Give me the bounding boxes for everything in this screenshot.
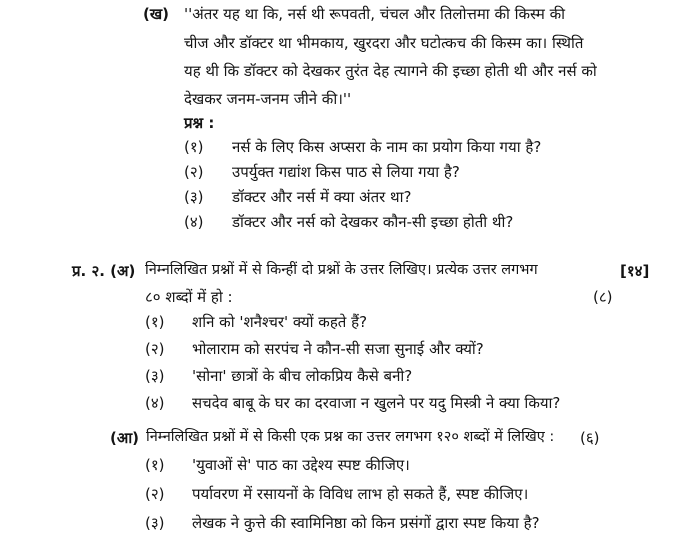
question-text: डॉक्टर और नर्स को देखकर कौन-सी इच्छा होती थी?	[232, 213, 514, 231]
passage-line: यह थी कि डॉक्टर को देखकर तुरंत देह त्यागने की इच्छा होती थी और नर्स को	[184, 62, 597, 80]
question-number: (१)	[184, 138, 204, 156]
question-text: 'युवाओं से' पाठ का उद्देश्य स्पष्ट कीजिए।	[192, 456, 410, 474]
question-number: (३)	[145, 367, 165, 385]
part-aa-label: (आ)	[110, 429, 140, 447]
section-label: (ख)	[143, 5, 169, 23]
passage-line: ''अंतर यह था कि, नर्स थी रूपवती, चंचल और तिलोत्तमा की किस्म की	[184, 5, 566, 23]
question-2-instruction: निम्नलिखित प्रश्नों में से किन्हीं दो प्रश्नों के उत्तर लिखिए। प्रत्येक उत्तर लगभग	[145, 262, 538, 278]
question-number: (१)	[145, 313, 165, 331]
questions-heading: प्रश्न :	[184, 114, 215, 132]
passage-line: चीज और डॉक्टर था भीमकाय, खुरदरा और घटोत्कच की किस्म का। स्थिति	[184, 34, 584, 52]
question-text: भोलाराम को सरपंच ने कौन-सी सजा सुनाई और क्यों?	[192, 340, 484, 358]
question-number: (२)	[145, 340, 165, 358]
question-number: (४)	[184, 213, 204, 231]
question-text: सचदेव बाबू के घर का दरवाजा न खुलने पर यदु मिस्त्री ने क्या किया?	[192, 394, 561, 412]
question-2-label: प्र. २. (अ)	[72, 262, 136, 280]
passage-line: देखकर जनम-जनम जीने की।''	[184, 90, 352, 108]
question-text: शनि को 'शनैश्चर' क्यों कहते हैं?	[192, 313, 368, 331]
question-text: पर्यावरण में रसायनों के विविध लाभ हो सकते हैं, स्पष्ट कीजिए।	[192, 485, 529, 503]
question-number: (१)	[145, 456, 165, 474]
question-2-instruction-cont: ८० शब्दों में हो :	[145, 288, 233, 306]
total-marks: [१४]	[620, 262, 650, 280]
question-text: नर्स के लिए किस अप्सरा के नाम का प्रयोग किया गया है?	[232, 138, 542, 156]
part-aa-instruction: निम्नलिखित प्रश्नों में से किसी एक प्रश्न का उत्तर लगभग १२० शब्दों में लिखिए :	[146, 429, 555, 445]
question-text: डॉक्टर और नर्स में क्या अंतर था?	[232, 188, 412, 206]
question-text: 'सोना' छात्रों के बीच लोकप्रिय कैसे बनी?	[192, 367, 413, 385]
question-text: लेखक ने कुत्ते की स्वामिनिष्ठा को किन प्रसंगों द्वारा स्पष्ट किया है?	[192, 514, 540, 532]
question-number: (४)	[145, 394, 165, 412]
part-aa-marks: (६)	[580, 429, 600, 447]
question-number: (२)	[145, 485, 165, 503]
question-number: (२)	[184, 163, 204, 181]
part-a-marks: (८)	[593, 288, 613, 306]
question-number: (३)	[145, 514, 165, 532]
question-text: उपर्युक्त गद्यांश किस पाठ से लिया गया है?	[232, 163, 460, 181]
question-number: (३)	[184, 188, 204, 206]
